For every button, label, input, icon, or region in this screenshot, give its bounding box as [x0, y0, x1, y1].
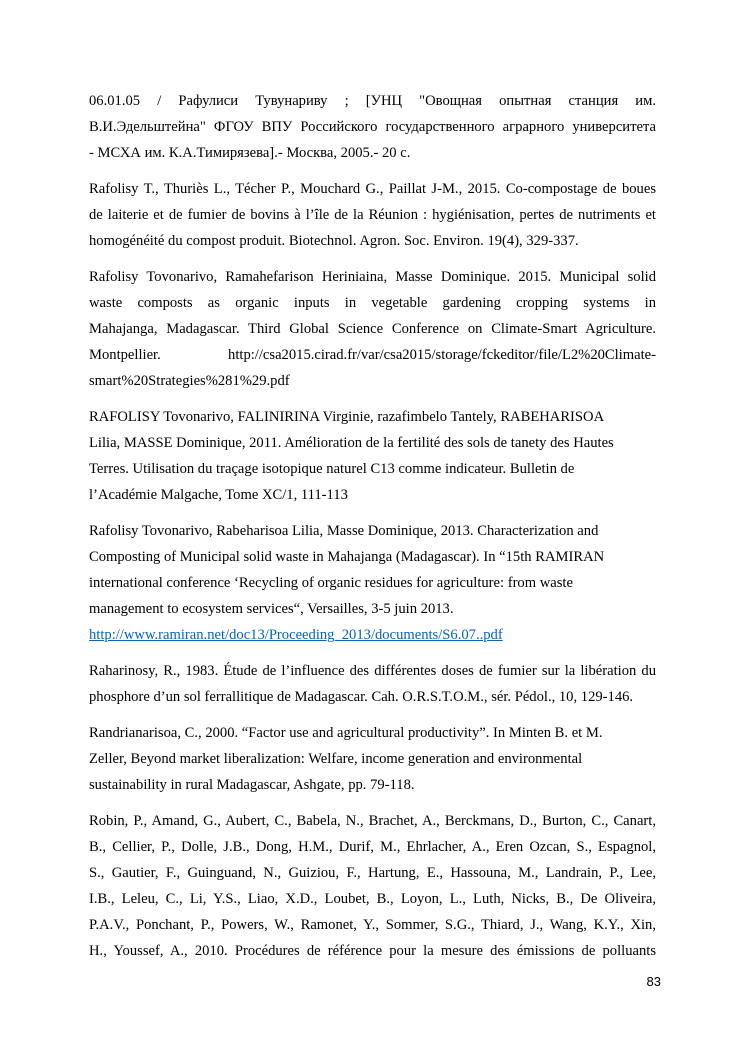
reference-line: - МСХА им. К.А.Тимирязева].- Москва, 2005.- 20 с.: [89, 145, 411, 161]
reference-link-line: [89, 622, 656, 648]
reference-line: Randrianarisoa, C., 2000. “Factor use and agricultural productivity”. In Minten B. et M.: [89, 725, 603, 741]
reference-line: phosphore d’un sol ferrallitique de Madagascar. Cah. O.R.S.T.O.M., sér. Pédol., 10, 129-146.: [89, 689, 634, 705]
reference-randrianarisoa-2000: [89, 720, 656, 798]
reference-line: 06.01.05 / Рафулиси Тувунариву ; [УНЦ "Овощная опытная станция им.: [89, 93, 656, 109]
reference-line: B., Cellier, P., Dolle, J.B., Dong, H.M., Durif, M., Ehrlacher, A., Eren Ozcan, S., Espagnol,: [89, 839, 656, 855]
reference-line: P.A.V., Ponchant, P., Powers, W., Ramonet, Y., Sommer, S.G., Thiard, J., Wang, K.Y., Xin,: [89, 917, 656, 933]
reference-rafolisy-2011: [89, 404, 656, 508]
reference-line: Raharinosy, R., 1983. Étude de l’influence des différentes doses de fumier sur la libération du: [89, 663, 656, 679]
reference-line: Montpellier. http://csa2015.cirad.fr/var/csa2015/storage/fckeditor/file/L2%20Climate-: [89, 347, 656, 363]
reference-line: Robin, P., Amand, G., Aubert, C., Babela, N., Brachet, A., Berckmans, D., Burton, C., Canart,: [89, 813, 656, 829]
reference-line: management to ecosystem services“, Versailles, 3-5 juin 2013.: [89, 601, 454, 617]
reference-rafolisy-2013: [89, 518, 656, 648]
reference-line: Rafolisy Tovonarivo, Rabeharisoa Lilia, Masse Dominique, 2013. Characterization and: [89, 523, 599, 539]
references-page: [89, 88, 656, 974]
reference-line: smart%20Strategies%281%29.pdf: [89, 373, 290, 389]
reference-robin-2010: [89, 808, 656, 964]
reference-line: H., Youssef, A., 2010. Procédures de référence pour la mesure des émissions de polluants: [89, 943, 656, 959]
reference-line: Composting of Municipal solid waste in Mahajanga (Madagascar). In “15th RAMIRAN: [89, 549, 605, 565]
reference-line: S., Gautier, F., Guinguand, N., Guiziou, F., Hartung, E., Hassouna, M., Landrain, P., Lee,: [89, 865, 656, 881]
reference-line: l’Académie Malgache, Tome XC/1, 111-113: [89, 487, 348, 503]
reference-line: waste composts as organic inputs in vegetable gardening cropping systems in: [89, 295, 656, 311]
reference-line: Lilia, MASSE Dominique, 2011. Amélioration de la fertilité des sols de tanety des Hautes: [89, 435, 614, 451]
reference-line: RAFOLISY Tovonarivo, FALINIRINA Virginie, razafimbelo Tantely, RABEHARISOA: [89, 409, 605, 425]
reference-line: В.И.Эдельштейна" ФГОУ ВПУ Российского государственного аграрного университета: [89, 119, 656, 135]
ramiran-proceeding-link[interactable]: http://www.ramiran.net/doc13/Proceeding_2013/documents/S6.07..pdf: [89, 627, 503, 643]
reference-line: international conference ‘Recycling of organic residues for agriculture: from waste: [89, 575, 573, 591]
reference-rafulisi-2005: [89, 88, 656, 166]
reference-line: Zeller, Beyond market liberalization: Welfare, income generation and environmental: [89, 751, 583, 767]
reference-raharinosy-1983: [89, 658, 656, 710]
reference-line: sustainability in rural Madagascar, Ashgate, pp. 79-118.: [89, 777, 415, 793]
reference-rafolisy-2015-municipal: [89, 264, 656, 394]
reference-rafolisy-2015-cocompostage: [89, 176, 656, 254]
reference-line: de laiterie et de fumier de bovins à l’île de la Réunion : hygiénisation, pertes de nutriments et: [89, 207, 656, 223]
reference-line: I.B., Leleu, C., Li, Y.S., Liao, X.D., Loubet, B., Loyon, L., Luth, Nicks, B., De Oliveira,: [89, 891, 656, 907]
reference-line: Terres. Utilisation du traçage isotopique naturel C13 comme indicateur. Bulletin de: [89, 461, 575, 477]
reference-line: Rafolisy T., Thuriès L., Técher P., Mouchard G., Paillat J-M., 2015. Co-compostage de boues: [89, 181, 656, 197]
reference-line: Mahajanga, Madagascar. Third Global Science Conference on Climate-Smart Agriculture.: [89, 321, 656, 337]
reference-line: Rafolisy Tovonarivo, Ramahefarison Heriniaina, Masse Dominique. 2015. Municipal solid: [89, 269, 656, 285]
reference-line: homogénéité du compost produit. Biotechnol. Agron. Soc. Environ. 19(4), 329-337.: [89, 233, 579, 249]
page-number: 83: [646, 974, 661, 989]
